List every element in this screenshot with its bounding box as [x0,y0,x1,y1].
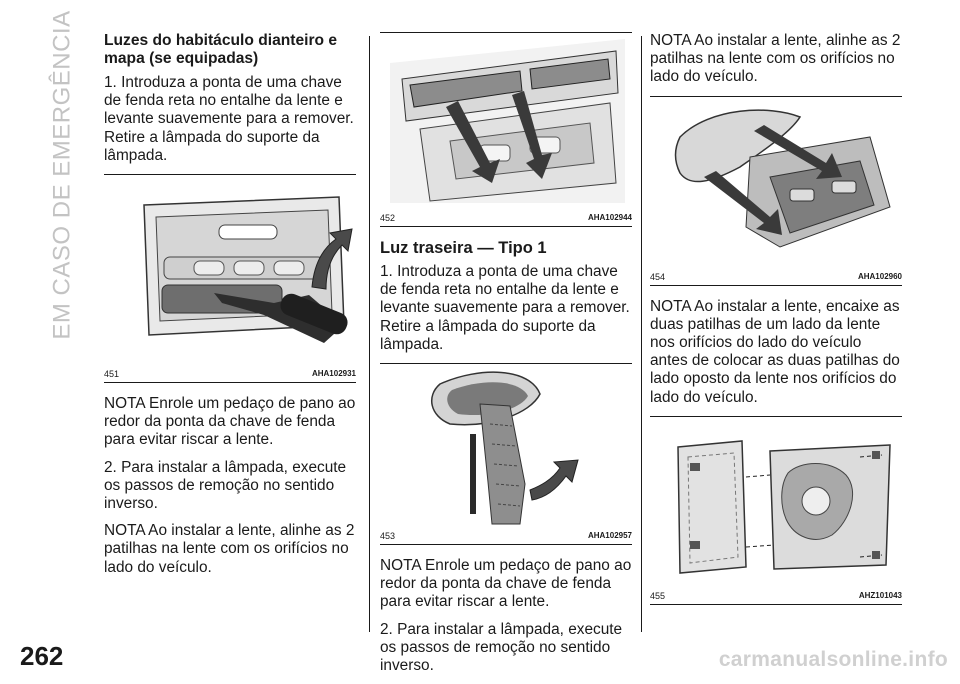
section-heading-rear-light: Luz traseira — Tipo 1 [380,239,547,257]
step-2-text: 2. Para instalar a lâmpada, execute os passos de remoção no sentido inverso. [380,620,623,675]
figure-caption [380,213,632,223]
step-1-text: 1. Introduza a ponta de uma chave de fenda reta no entalhe da lente e levante suavemente para a remover. Retire a lâmpada do suporte da lâmpada. [104,74,354,164]
rear-lamp-illustration [380,364,632,529]
figure-caption [650,591,902,601]
note-cloth-text: NOTA Enrole um pedaço de pano ao redor da ponta da chave de fenda para evitar riscar a lente. [380,557,632,611]
figure-caption [380,531,632,541]
figure-number: 453 [380,531,396,542]
note-align-text: NOTA Ao instalar a lente, alinhe as 2 patilhas na lente com os orifícios no lado do veículo. [104,522,355,576]
lens-tabs-illustration [650,417,902,589]
figure-453 [380,363,632,545]
figure-number: 455 [650,590,666,601]
column-3 [650,32,902,617]
figure-code: AHZ101043 [858,590,902,600]
note-cloth-text: NOTA Enrole um pedaço de pano ao redor da ponta da chave de fenda para evitar riscar a lente. [104,395,356,449]
column-divider-1 [369,36,370,632]
column-1 [104,32,356,586]
figure-454 [650,96,902,286]
figure-code: AHA102960 [857,271,902,281]
figure-code: AHA102957 [587,531,632,541]
note-align-text: NOTA Ao instalar a lente, alinhe as 2 patilhas na lente com os orifícios no lado do veículo. [650,32,901,86]
figure-code: AHA102944 [587,213,632,222]
figure-caption [104,369,356,379]
step-2-text: 2. Para instalar a lâmpada, execute os passos de remoção no sentido inverso. [104,458,347,513]
column-divider-2 [641,36,642,632]
front-lamp-illustration [104,175,356,365]
step-1-text: 1. Introduza a ponta de uma chave de fenda reta no entalhe da lente e levante suavemente para a remover. Retire a lâmpada do suporte da lâmpada. [380,263,630,353]
figure-code: AHA102931 [311,369,356,379]
column-2 [380,32,632,684]
note-tabs-text: NOTA Ao instalar a lente, encaixe as duas patilhas de um lado da lente nos orifícios do lado do veículo antes de colocar as duas patilhas do lado oposto da lente nos orifícios do lado do veículo. [650,297,900,406]
figure-caption [650,272,902,282]
figure-number: 452 [380,213,396,223]
figure-451 [104,174,356,383]
page-number: 262 [20,641,64,671]
overhead-console-illustration [380,33,632,211]
lens-install-illustration [650,97,902,269]
section-heading-front-lights: Luzes do habitáculo dianteiro e mapa (se equipadas) [104,32,338,67]
figure-455 [650,416,902,605]
figure-number: 451 [104,369,120,380]
figure-452 [380,32,632,227]
side-section-title: EM CASO DE EMERGÊNCIA [49,10,76,340]
watermark: carmanualsonline.info [718,648,948,671]
figure-number: 454 [650,271,666,282]
